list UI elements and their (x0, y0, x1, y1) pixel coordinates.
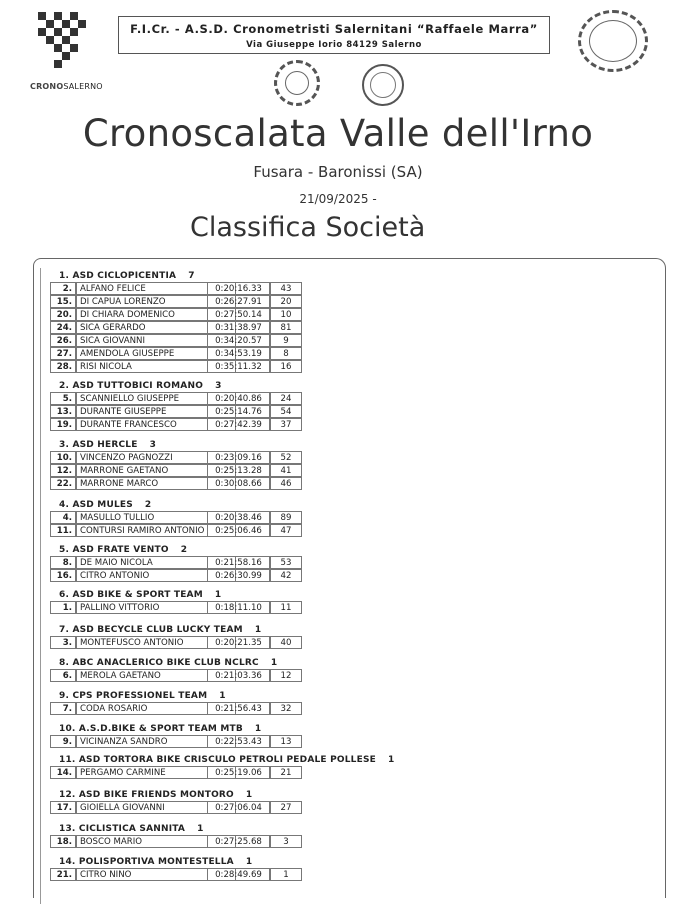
team-header (59, 440, 156, 450)
athlete-name: ALFANO FELICE (76, 282, 236, 295)
athlete-points: 11 (270, 601, 302, 614)
team-rank: 4. (59, 500, 70, 510)
team-header (59, 724, 261, 734)
athlete-points: 16 (270, 360, 302, 373)
athlete-name: AMENDOLA GIUSEPPE (76, 347, 236, 360)
athlete-time: 0:23:09.16 (207, 451, 270, 464)
athlete-name: DI CAPUA LORENZO (76, 295, 236, 308)
athlete-points: 3 (270, 835, 302, 848)
athlete-time: 0:20:38.46 (207, 511, 270, 524)
athlete-position: 12. (50, 464, 76, 477)
team-header (59, 824, 204, 834)
team-athlete-count: 1 (245, 790, 253, 800)
event-title: Cronoscalata Valle dell'Irno (82, 112, 594, 155)
athlete-time: 0:20:21.35 (207, 636, 270, 649)
team-name: ASD BIKE FRIENDS MONTORO (78, 790, 234, 800)
athlete-points: 43 (270, 282, 302, 295)
team-rank: 13. (59, 824, 76, 834)
athlete-time: 0:30:08.66 (207, 477, 270, 490)
team-header (59, 790, 252, 800)
athlete-points: 47 (270, 524, 302, 537)
athlete-time: 0:34:20.57 (207, 334, 270, 347)
checkered-flag-icon (36, 12, 88, 72)
federation-seal-icon (578, 10, 648, 72)
athlete-position: 22. (50, 477, 76, 490)
team-rank: 14. (59, 857, 76, 867)
athlete-position: 11. (50, 524, 76, 537)
athlete-position: 9. (50, 735, 76, 748)
athlete-position: 19. (50, 418, 76, 431)
athlete-points: 9 (270, 334, 302, 347)
cronosalerno-logo (30, 12, 103, 94)
team-name: ASD BECYCLE CLUB LUCKY TEAM (72, 625, 243, 635)
athlete-time: 0:18:11.10 (207, 601, 270, 614)
athlete-name: RISI NICOLA (76, 360, 236, 373)
athlete-points: 21 (270, 766, 302, 779)
athlete-time: 0:21:03.36 (207, 669, 270, 682)
event-date: 21/09/2025 - (299, 192, 377, 206)
athlete-time: 0:31:38.97 (207, 321, 270, 334)
athlete-name: SICA GERARDO (76, 321, 236, 334)
team-header (59, 658, 277, 668)
athlete-points: 89 (270, 511, 302, 524)
athlete-name: PERGAMO CARMINE (76, 766, 236, 779)
athlete-position: 8. (50, 556, 76, 569)
timekeepers-seal-icon (362, 64, 404, 106)
athlete-name: GIOIELLA GIOVANNI (76, 801, 236, 814)
team-header (59, 271, 195, 281)
athlete-points: 32 (270, 702, 302, 715)
athlete-points: 20 (270, 295, 302, 308)
ranking-title: Classifica Società (190, 212, 426, 243)
team-name: ASD FRATE VENTO (72, 545, 169, 555)
athlete-name: MARRONE GAETANO (76, 464, 236, 477)
team-rank: 11. (59, 755, 76, 765)
team-rank: 6. (59, 590, 70, 600)
team-name: ASD CICLOPICENTIA (72, 271, 177, 281)
team-name: ASD MULES (72, 500, 133, 510)
athlete-points: 46 (270, 477, 302, 490)
athlete-position: 3. (50, 636, 76, 649)
team-header (59, 545, 187, 555)
athlete-points: 81 (270, 321, 302, 334)
team-header (59, 857, 252, 867)
team-name: CICLISTICA SANNITA (78, 824, 186, 834)
team-header (59, 691, 226, 701)
team-athlete-count: 1 (219, 691, 226, 701)
athlete-name: MEROLA GAETANO (76, 669, 236, 682)
athlete-time: 0:27:42.39 (207, 418, 270, 431)
athlete-time: 0:27:25.68 (207, 835, 270, 848)
team-name: POLISPORTIVA MONTESTELLA (78, 857, 234, 867)
athlete-name: VINCENZO PAGNOZZI (76, 451, 236, 464)
divider (40, 268, 41, 904)
team-athlete-count: 1 (388, 755, 395, 765)
athlete-points: 27 (270, 801, 302, 814)
athlete-time: 0:25:13.28 (207, 464, 270, 477)
athlete-name: DI CHIARA DOMENICO (76, 308, 236, 321)
athlete-position: 6. (50, 669, 76, 682)
team-header (59, 755, 394, 765)
athlete-name: DURANTE GIUSEPPE (76, 405, 236, 418)
athlete-position: 13. (50, 405, 76, 418)
athlete-name: DURANTE FRANCESCO (76, 418, 236, 431)
team-athlete-count: 2 (144, 500, 152, 510)
athlete-position: 16. (50, 569, 76, 582)
athlete-time: 0:25:14.76 (207, 405, 270, 418)
team-athlete-count: 2 (180, 545, 188, 555)
team-athlete-count: 1 (254, 625, 262, 635)
athlete-position: 14. (50, 766, 76, 779)
team-rank: 3. (59, 440, 70, 450)
athlete-time: 0:27:50.14 (207, 308, 270, 321)
team-athlete-count: 1 (270, 658, 278, 668)
athlete-points: 1 (270, 868, 302, 881)
athlete-name: MARRONE MARCO (76, 477, 236, 490)
team-rank: 2. (59, 381, 70, 391)
team-rank: 10. (59, 724, 76, 734)
athlete-position: 17. (50, 801, 76, 814)
team-athlete-count: 3 (149, 440, 157, 450)
athlete-name: VICINANZA SANDRO (76, 735, 236, 748)
team-header (59, 625, 261, 635)
athlete-position: 4. (50, 511, 76, 524)
team-name: ASD TORTORA BIKE CRISCULO PETROLI PEDALE POLLESE (78, 755, 376, 765)
athlete-points: 54 (270, 405, 302, 418)
athlete-name: CODA ROSARIO (76, 702, 236, 715)
athlete-position: 5. (50, 392, 76, 405)
athlete-time: 0:20:16.33 (207, 282, 270, 295)
athlete-time: 0:27:06.04 (207, 801, 270, 814)
team-rank: 9. (59, 691, 70, 701)
athlete-points: 40 (270, 636, 302, 649)
athlete-time: 0:20:40.86 (207, 392, 270, 405)
team-rank: 1. (59, 271, 70, 281)
logo-text (30, 82, 103, 91)
team-name: ASD TUTTOBICI ROMANO (72, 381, 204, 391)
team-name: A.S.D.BIKE & SPORT TEAM MTB (78, 724, 243, 734)
athlete-name: BOSCO MARIO (76, 835, 236, 848)
athlete-name: PALLINO VITTORIO (76, 601, 236, 614)
athlete-position: 21. (50, 868, 76, 881)
athlete-position: 27. (50, 347, 76, 360)
athlete-time: 0:28:49.69 (207, 868, 270, 881)
team-header (59, 500, 151, 510)
team-rank: 7. (59, 625, 70, 635)
athlete-time: 0:21:56.43 (207, 702, 270, 715)
team-athlete-count: 1 (214, 590, 222, 600)
team-rank: 8. (59, 658, 70, 668)
athlete-time: 0:21:58.16 (207, 556, 270, 569)
athlete-points: 42 (270, 569, 302, 582)
athlete-position: 10. (50, 451, 76, 464)
athlete-name: MONTEFUSCO ANTONIO (76, 636, 236, 649)
athlete-position: 7. (50, 702, 76, 715)
athlete-position: 18. (50, 835, 76, 848)
athlete-name: CONTURSI RAMIRO ANTONIO (76, 524, 236, 537)
athlete-name: SCANNIELLO GIUSEPPE (76, 392, 236, 405)
athlete-position: 24. (50, 321, 76, 334)
athlete-name: SICA GIOVANNI (76, 334, 236, 347)
event-location: Fusara - Baronissi (SA) (253, 163, 423, 181)
organization-box (118, 16, 550, 54)
team-rank: 12. (59, 790, 76, 800)
athlete-time: 0:25:06.46 (207, 524, 270, 537)
team-athlete-count: 1 (254, 724, 262, 734)
athlete-points: 8 (270, 347, 302, 360)
athlete-name: MASULLO TULLIO (76, 511, 236, 524)
athlete-time: 0:26:30.99 (207, 569, 270, 582)
athlete-time: 0:22:53.43 (207, 735, 270, 748)
team-athlete-count: 1 (245, 857, 253, 867)
athlete-name: CITRO ANTONIO (76, 569, 236, 582)
athlete-points: 37 (270, 418, 302, 431)
athlete-position: 20. (50, 308, 76, 321)
athlete-points: 53 (270, 556, 302, 569)
athlete-name: DE MAIO NICOLA (76, 556, 236, 569)
athlete-position: 1. (50, 601, 76, 614)
athlete-time: 0:26:27.91 (207, 295, 270, 308)
team-athlete-count: 1 (197, 824, 204, 834)
athlete-points: 12 (270, 669, 302, 682)
organization-name: F.I.Cr. - A.S.D. Cronometristi Salernitani “Raffaele Marra” (130, 22, 538, 36)
athlete-time: 0:35:11.32 (207, 360, 270, 373)
team-athlete-count: 3 (215, 381, 222, 391)
athlete-name: CITRO NINO (76, 868, 236, 881)
team-name: ABC ANACLERICO BIKE CLUB NCLRC (72, 658, 259, 668)
athlete-points: 13 (270, 735, 302, 748)
athlete-position: 15. (50, 295, 76, 308)
logo-text-bold: CRONO (30, 82, 64, 91)
athlete-position: 28. (50, 360, 76, 373)
athlete-points: 41 (270, 464, 302, 477)
team-header (59, 590, 221, 600)
athlete-time: 0:34:53.19 (207, 347, 270, 360)
team-rank: 5. (59, 545, 70, 555)
team-name: ASD HERCLE (72, 440, 138, 450)
team-athlete-count: 7 (188, 271, 195, 281)
team-name: ASD BIKE & SPORT TEAM (72, 590, 203, 600)
team-name: CPS PROFESSIONEL TEAM (72, 691, 208, 701)
athlete-points: 24 (270, 392, 302, 405)
athlete-position: 26. (50, 334, 76, 347)
athlete-position: 2. (50, 282, 76, 295)
athlete-time: 0:25:19.06 (207, 766, 270, 779)
athlete-points: 52 (270, 451, 302, 464)
logo-text-rest: SALERNO (63, 82, 103, 91)
organization-address: Via Giuseppe Iorio 84129 Salerno (246, 40, 422, 50)
athlete-points: 10 (270, 308, 302, 321)
club-seal-icon (274, 60, 320, 106)
team-header (59, 381, 222, 391)
